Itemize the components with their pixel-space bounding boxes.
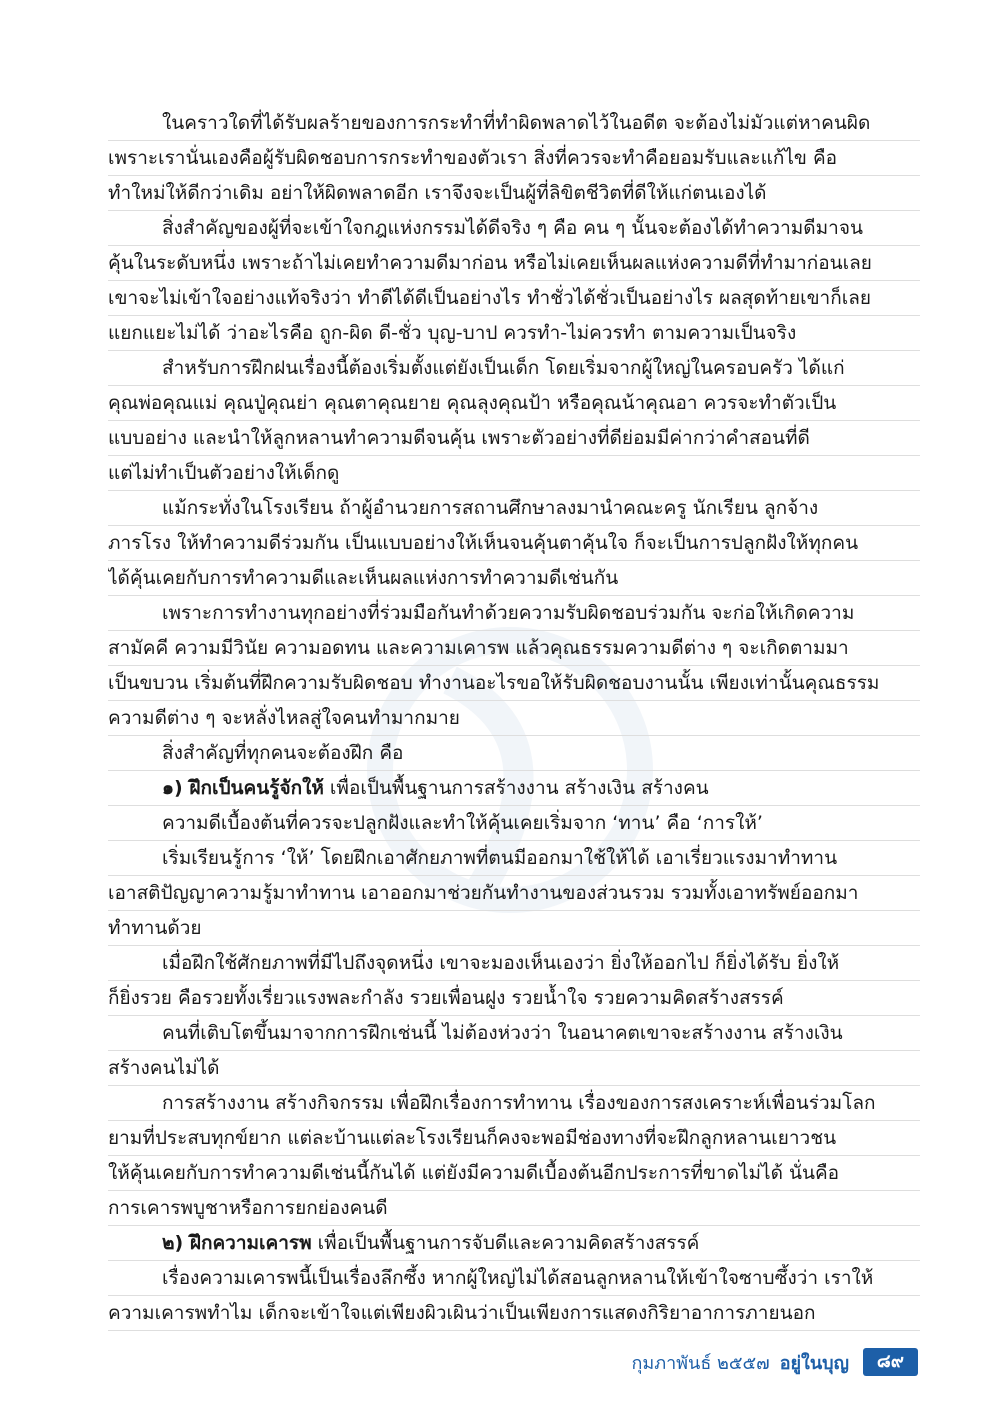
line-text: ความดีเบื้องต้นที่ควรจะปลูกฝังและทำให้คุ้นเคยเริ่มจาก ‘ทาน’ คือ ‘การให้’ bbox=[162, 812, 763, 834]
text-line bbox=[108, 1226, 920, 1261]
text-line bbox=[108, 771, 920, 806]
text-line bbox=[108, 141, 920, 176]
line-text: ภารโรง ให้ทำความดีร่วมกัน เป็นแบบอย่างให้เห็นจนคุ้นตาคุ้นใจ ก็จะเป็นการปลูกฝังให้ทุกคน bbox=[108, 532, 859, 554]
text-line bbox=[108, 806, 920, 841]
text-line bbox=[108, 1261, 920, 1296]
text-line bbox=[108, 351, 920, 386]
line-text: ได้คุ้นเคยกับการทำความดีและเห็นผลแห่งการทำความดีเช่นกัน bbox=[108, 567, 619, 589]
line-text: เรื่องความเคารพนี้เป็นเรื่องลึกซึ้ง หากผู้ใหญ่ไม่ได้สอนลูกหลานให้เข้าใจซาบซึ้งว่า เราให้ bbox=[162, 1267, 874, 1289]
line-text: การสร้างงาน สร้างกิจกรรม เพื่อฝึกเรื่องการทำทาน เรื่องของการสงเคราะห์เพื่อนร่วมโลก bbox=[162, 1092, 876, 1114]
line-text: เอาสติปัญญาความรู้มาทำทาน เอาออกมาช่วยกันทำงานของส่วนรวม รวมทั้งเอาทรัพย์ออกมา bbox=[108, 882, 859, 904]
page-footer bbox=[631, 1348, 918, 1376]
text-line bbox=[108, 1121, 920, 1156]
line-text: คุณพ่อคุณแม่ คุณปู่คุณย่า คุณตาคุณยาย คุณลุงคุณป้า หรือคุณน้าคุณอา ควรจะทำตัวเป็น bbox=[108, 392, 837, 414]
text-line bbox=[108, 946, 920, 981]
text-line bbox=[108, 1016, 920, 1051]
text-line bbox=[108, 736, 920, 771]
line-text: ก็ยิ่งรวย คือรวยทั้งเรี่ยวแรงพละกำลัง รวยเพื่อนฝูง รวยน้ำใจ รวยความคิดสร้างสรรค์ bbox=[108, 987, 784, 1009]
text-line bbox=[108, 596, 920, 631]
line-text: ให้คุ้นเคยกับการทำความดีเช่นนี้กันได้ แต่ยังมีความดีเบื้องต้นอีกประการที่ขาดไม่ได้ นั่นคือ bbox=[108, 1162, 840, 1184]
text-line bbox=[108, 281, 920, 316]
text-line bbox=[108, 316, 920, 351]
text-line bbox=[108, 386, 920, 421]
line-text: ทำใหม่ให้ดีกว่าเดิม อย่าให้ผิดพลาดอีก เราจึงจะเป็นผู้ที่ลิขิตชีวิตที่ดีให้แก่ตนเองได้ bbox=[108, 182, 767, 204]
line-text: สำหรับการฝึกฝนเรื่องนี้ต้องเริ่มตั้งแต่ยังเป็นเด็ก โดยเริ่มจากผู้ใหญ่ในครอบครัว ได้แก่ bbox=[162, 357, 845, 379]
line-text: เป็นขบวน เริ่มต้นที่ฝึกความรับผิดชอบ ทำงานอะไรขอให้รับผิดชอบงานนั้น เพียงเท่านั้นคุณธรรม bbox=[108, 672, 880, 694]
article-body bbox=[108, 106, 920, 1331]
line-text: เขาจะไม่เข้าใจอย่างแท้จริงว่า ทำดีได้ดีเป็นอย่างไร ทำชั่วได้ชั่วเป็นอย่างไร ผลสุดท้ายเขาก็เลย bbox=[108, 287, 871, 309]
text-line bbox=[108, 1086, 920, 1121]
magazine-name: อยู่ในบุญ bbox=[779, 1352, 849, 1374]
text-line bbox=[108, 666, 920, 701]
text-line bbox=[108, 211, 920, 246]
line-text: คนที่เติบโตขึ้นมาจากการฝึกเช่นนี้ ไม่ต้องห่วงว่า ในอนาคตเขาจะสร้างงาน สร้างเงิน bbox=[162, 1022, 843, 1044]
page-number: ๘๙ bbox=[863, 1348, 918, 1376]
text-line bbox=[108, 631, 920, 666]
line-text: แม้กระทั่งในโรงเรียน ถ้าผู้อำนวยการสถานศึกษาลงมานำคณะครู นักเรียน ลูกจ้าง bbox=[162, 497, 819, 519]
text-line bbox=[108, 561, 920, 596]
line-text: ยามที่ประสบทุกข์ยาก แต่ละบ้านแต่ละโรงเรียนก็คงจะพอมีช่องทางที่จะฝึกลูกหลานเยาวชน bbox=[108, 1127, 837, 1149]
line-text: เพื่อเป็นพื้นฐานการจับดีและความคิดสร้างสรรค์ bbox=[311, 1232, 700, 1254]
issue-date: กุมภาพันธ์ ๒๕๕๗ bbox=[631, 1352, 770, 1374]
text-line bbox=[108, 841, 920, 876]
line-text: ความดีต่าง ๆ จะหลั่งไหลสู่ใจคนทำมากมาย bbox=[108, 707, 460, 729]
text-line bbox=[108, 526, 920, 561]
line-text: เพื่อเป็นพื้นฐานการสร้างงาน สร้างเงิน สร้างคน bbox=[323, 777, 709, 799]
text-line bbox=[108, 421, 920, 456]
line-text: แยกแยะไม่ได้ ว่าอะไรคือ ถูก-ผิด ดี-ชั่ว บุญ-บาป ควรทำ-ไม่ควรทำ ตามความเป็นจริง bbox=[108, 322, 797, 344]
text-line bbox=[108, 1156, 920, 1191]
line-text: ในคราวใดที่ได้รับผลร้ายของการกระทำที่ทำผิดพลาดไว้ในอดีต จะต้องไม่มัวแต่หาคนผิด bbox=[162, 112, 871, 134]
line-text: คุ้นในระดับหนึ่ง เพราะถ้าไม่เคยทำความดีมาก่อน หรือไม่เคยเห็นผลแห่งความดีที่ทำมาก่อนเลย bbox=[108, 252, 872, 274]
section-heading: ๑) ฝึกเป็นคนรู้จักให้ bbox=[162, 777, 324, 799]
line-text: สามัคคี ความมีวินัย ความอดทน และความเคารพ แล้วคุณธรรมความดีต่าง ๆ จะเกิดตามมา bbox=[108, 637, 849, 659]
line-text: สิ่งสำคัญที่ทุกคนจะต้องฝึก คือ bbox=[162, 742, 404, 764]
text-line bbox=[108, 456, 920, 491]
text-line bbox=[108, 981, 920, 1016]
line-text: สิ่งสำคัญของผู้ที่จะเข้าใจกฎแห่งกรรมได้ดีจริง ๆ คือ คน ๆ นั้นจะต้องได้ทำความดีมาจน bbox=[162, 217, 863, 239]
line-text: เริ่มเรียนรู้การ ‘ให้’ โดยฝึกเอาศักยภาพที่ตนมีออกมาใช้ให้ได้ เอาเรี่ยวแรงมาทำทาน bbox=[162, 847, 838, 869]
text-line bbox=[108, 246, 920, 281]
text-line bbox=[108, 176, 920, 211]
section-heading: ๒) ฝึกความเคารพ bbox=[162, 1232, 312, 1254]
line-text: เพราะเรานั่นเองคือผู้รับผิดชอบการกระทำของตัวเรา สิ่งที่ควรจะทำคือยอมรับและแก้ไข คือ bbox=[108, 147, 838, 169]
text-line bbox=[108, 701, 920, 736]
text-line bbox=[108, 491, 920, 526]
line-text: แบบอย่าง และนำให้ลูกหลานทำความดีจนคุ้น เพราะตัวอย่างที่ดีย่อมมีค่ากว่าคำสอนที่ดี bbox=[108, 427, 810, 449]
line-text: ความเคารพทำไม เด็กจะเข้าใจแต่เพียงผิวเผินว่าเป็นเพียงการแสดงกิริยาอาการภายนอก bbox=[108, 1302, 816, 1324]
line-text: การเคารพบูชาหรือการยกย่องคนดี bbox=[108, 1197, 388, 1219]
line-text: แต่ไม่ทำเป็นตัวอย่างให้เด็กดู bbox=[108, 462, 340, 484]
text-line bbox=[108, 1296, 920, 1331]
text-line bbox=[108, 1051, 920, 1086]
line-text: เพราะการทำงานทุกอย่างที่ร่วมมือกันทำด้วยความรับผิดชอบร่วมกัน จะก่อให้เกิดความ bbox=[162, 602, 855, 624]
text-line bbox=[108, 911, 920, 946]
line-text: ทำทานด้วย bbox=[108, 917, 202, 939]
line-text: เมื่อฝึกใช้ศักยภาพที่มีไปถึงจุดหนึ่ง เขาจะมองเห็นเองว่า ยิ่งให้ออกไป ก็ยิ่งได้รับ ยิ่งให้ bbox=[162, 952, 840, 974]
text-line bbox=[108, 876, 920, 911]
text-line bbox=[108, 1191, 920, 1226]
line-text: สร้างคนไม่ได้ bbox=[108, 1057, 220, 1079]
text-line bbox=[108, 106, 920, 141]
